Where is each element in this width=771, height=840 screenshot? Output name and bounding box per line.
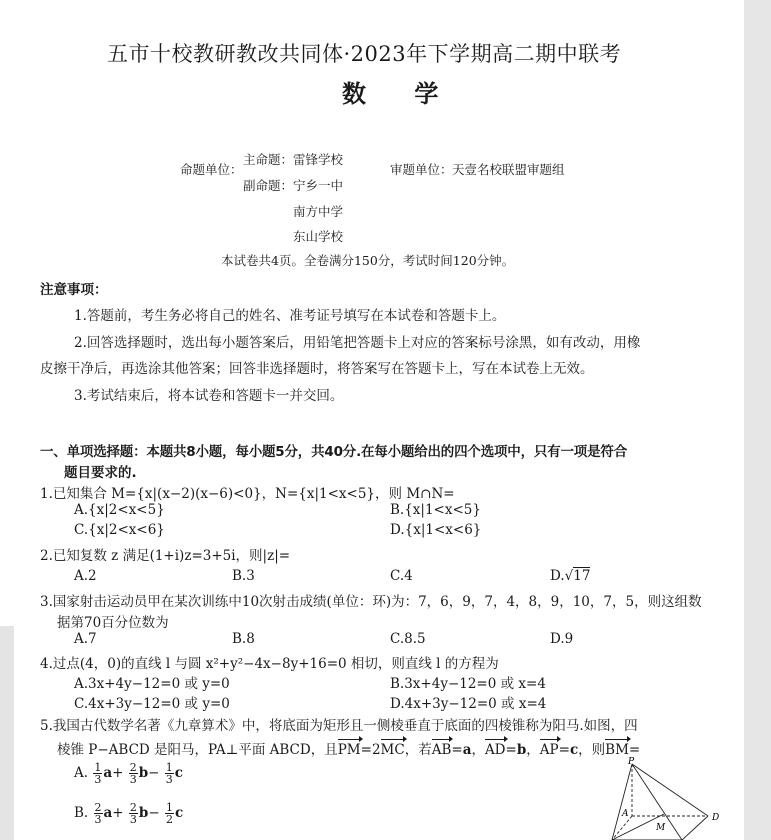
label-p: P [628,757,635,767]
q4-option-d: D.4x+3y−12=0 或 x=4 [390,696,547,712]
q5-stem-cont: 棱锥 P−ABCD 是阳马，PA⊥平面 ABCD，且PM=2MC，若AB=a，AD=b，AP=c，则BM= [57,742,641,758]
label-d: D [712,813,720,823]
q4-option-a: A.3x+4y−12=0 或 y=0 [74,676,230,692]
edge-dc [682,816,708,840]
label-a: A [622,809,629,819]
note-2: 2.回答选择题时，选出每小题答案后，用铅笔把答题卡上对应的答案标号涂黑，如有改动，用橡 [74,335,641,351]
q4-option-c: C.4x+3y−12=0 或 y=0 [74,696,230,712]
author-unit-label: 命题单位： [180,162,243,177]
page-shadow [0,626,14,840]
q1-option-d: D.{x|1<x<6} [390,522,482,538]
vector-mc: MC [380,742,405,758]
q1-option-a: A.{x|2<x<5} [74,502,165,518]
section1-heading: 一、单项选择题：本题共8小题，每小题5分，共40分.在每小题给出的四个选项中，只有一项是符合 [40,444,628,460]
exam-title: 五市十校教研教改共同体·2023年下学期高二期中联考 [107,42,622,66]
note-1: 1.答题前，考生务必将自己的姓名、准考证号填写在本试卷和答题卡上。 [74,308,506,324]
vector-ap: AP [539,742,559,758]
q2-stem: 2.已知复数 z 满足(1+i)z=3+5i，则|z|= [40,548,291,564]
q1-option-b: B.{x|1<x<5} [390,502,481,518]
q5-option-b: B. $\frac{2}{3}$ a+ $\frac{2}{3}$ b− $\frac{1}{2}$ c [74,801,184,826]
q3-option-c: C.8.5 [390,631,426,647]
note-2-cont: 皮擦干净后，再选涂其他答案；回答非选择题时，将答案写在答题卡上，写在本试卷上无效。 [40,361,594,377]
review-label: 审题单位： [390,162,453,177]
main-author: 雷锋学校 [293,152,344,167]
q2-option-c: C.4 [390,568,413,584]
main-author-label: 主命题： [243,152,294,167]
vector-bm: BM [605,742,629,758]
vector-pm: PM [337,742,361,758]
exam-info: 本试卷共4页。全卷满分150分，考试时间120分钟。 [221,253,515,268]
vector-ab: AB [431,742,452,758]
subject-title: 数 学 [342,80,459,108]
q3-option-d: D.9 [550,631,574,647]
q2-option-a: A.2 [74,568,97,584]
q5-stem: 5.我国古代数学名著《九章算术》中，将底面为矩形且一侧棱垂直于底面的四棱锥称为阳马.如图，四 [40,718,638,734]
q1-option-c: C.{x|2<x<6} [74,522,165,538]
pyramid-figure [600,756,730,840]
review-unit: 天壹名校联盟审题组 [452,162,565,177]
note-3: 3.考试结束后，将本试卷和答题卡一并交回。 [74,388,344,404]
vice-author-label: 副命题： [243,178,294,193]
q4-stem: 4.过点(4，0)的直线 l 与圆 x²+y²−4x−8y+16=0 相切，则直线 l 的方程为 [40,656,499,672]
section1-heading-cont: 题目要求的. [64,465,137,481]
notes-heading: 注意事项： [40,282,108,298]
sqrt-sign: √ [564,568,574,584]
q4-option-b: B.3x+4y−12=0 或 x=4 [390,676,546,692]
q5-option-a: A. $\frac{1}{3}$ a+ $\frac{2}{3}$ b− $\frac{1}{3}$ c [74,761,183,786]
edge-pd [632,764,708,816]
vice-author-3: 东山学校 [293,229,344,244]
q1-stem: 1.已知集合 M={x|(x−2)(x−6)<0}，N={x|1<x<5}，则 M∩N= [40,486,455,502]
q3-option-a: A.7 [74,631,97,647]
q2-option-d: D.√17 [550,568,591,584]
vice-author-1: 宁乡一中 [293,178,344,193]
q2-option-b: B.3 [232,568,255,584]
q3-option-b: B.8 [232,631,255,647]
label-m: M [656,823,666,833]
q3-stem: 3.国家射击运动员甲在某次训练中10次射击成绩(单位：环)为：7，6，9，7，4，8，9，10，7，5，则这组数 [40,594,702,610]
vice-author-2: 南方中学 [293,204,344,219]
q3-stem-cont: 据第70百分位数为 [57,615,169,631]
vector-ad: AD [484,742,506,758]
